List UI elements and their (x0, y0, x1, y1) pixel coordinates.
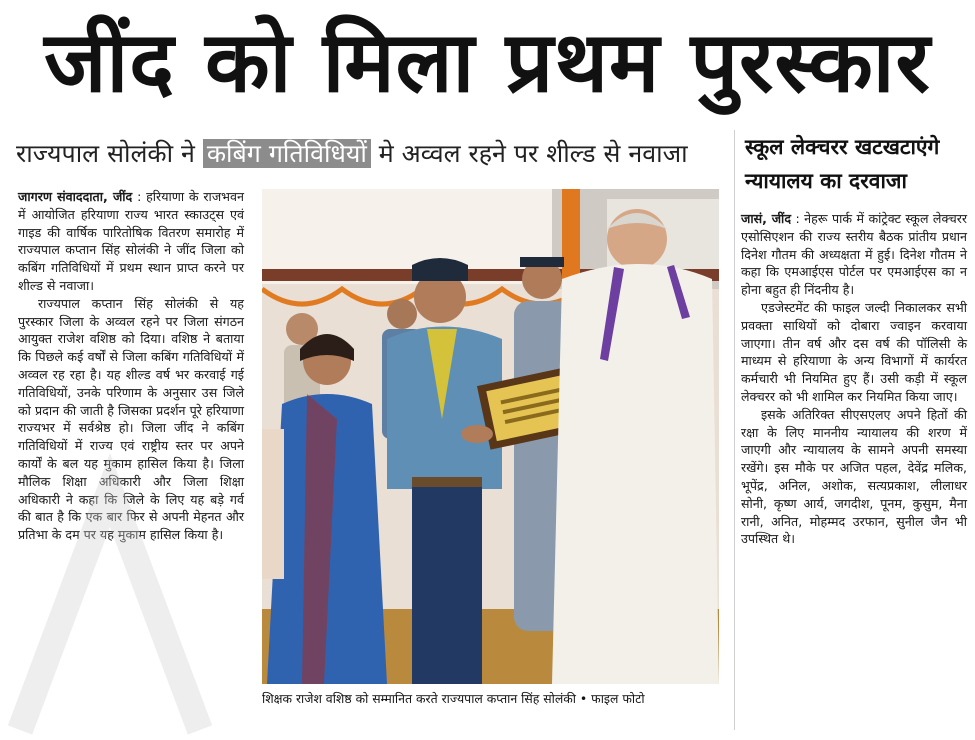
side-story-body (741, 210, 967, 548)
subheadline-rest: मे अव्वल रहने पर शील्ड से नवाजा (370, 139, 688, 168)
side-story-paragraph-2: एडजेस्टमेंट की फाइल जल्दी निकालकर सभी प्रवक्ता साथियों को दोबारा ज्वाइन करवाया जाएगा। तीन वर्ष और दस वर्ष की पॉलिसी के माध्यम से हरियाणा के अन्य विभागों में कार्यरत कर्मचारी भी नियमित हुए हैं। उसी कड़ी में स्कूल लेक्चरर को भी शामिल कर नियमित किया जाए। (741, 299, 967, 404)
side-story-paragraph-1 (741, 210, 967, 299)
column-divider (734, 130, 735, 730)
side-story-paragraph-3: इसके अतिरिक्त सीएसएलए अपने हितों की रक्षा के लिए माननीय न्यायालय की शरण में जाएगी और न्यायालय के सामने अपनी समस्या रखेंगे। इस मौके पर अजित पहल, देवेंद्र मलिक, भूपेंद्र, अनिल, अशोक, सत्यप्रकाश, लीलाधर सोनी, कृष्ण आर्य, जगदीश, पूनम, कुसुम, मैना रानी, अनित, मोहम्मद उरफान, सुनील जैन भी उपस्थित थे। (741, 406, 967, 547)
subheadline-highlight: कबिंग गतिविधियों (203, 139, 371, 168)
main-story-paragraph-2: राज्यपाल कप्तान सिंह सोलंकी से यह पुरस्कार जिला के अव्वल रहने पर जिला संगठन आयुक्त राजेश वशिष्ठ को दिया। वशिष्ठ ने बताया कि पिछले कई वर्षों से जिला कबिंग गतिविधियों में अव्वल रह रहा है। यह शील्ड वर्ष भर करवाई गई गतिविधियों, उनके परिणाम के अनुसार उस जिले को प्रदान की जाती है जिसका प्रदर्शन पूरे हरियाणा राज्यभर में सर्वश्रेष्ठ हो। जिला जींद ने कबिंग गतिविधियों में राज्य एवं राष्ट्रीय स्तर पर अपने कार्यों के बल यह मुकाम हासिल किया है। जिला मौलिक शिक्षा अधिकारी और जिला शिक्षा अधिकारी ने कहा कि जिले के लिए यह बड़े गर्व की बात है कि एक बार फिर से अपनी मेहनत और प्रतिभा के दम पर यह मुकाम हासिल किया है। (18, 295, 244, 543)
subheadline-lead: राज्यपाल सोलंकी ने (16, 139, 203, 168)
headline: जींद को मिला प्रथम पुरस्कार (44, 13, 931, 111)
side-story-paragraph-1-text: : नेहरू पार्क में कांट्रेक्ट स्कूल लेक्चरर एसोसिएशन की राज्य स्तरीय बैठक प्रांतीय प्रधान दिनेश गौतम की अध्यक्षता में हुई। दिनेश गौतम ने कहा कि एमआईएस पोर्टल पर एमआईएस का न होना बहुत ही निंदनीय है। (741, 211, 967, 298)
side-story-dateline: जासं, जींद (741, 211, 792, 226)
award-ceremony-photo (262, 189, 719, 684)
main-story-paragraph-1 (18, 188, 244, 295)
subheadline (16, 133, 688, 175)
side-story-title: स्कूल लेक्चरर खटखटाएंगे न्यायालय का दरवाजा (745, 135, 940, 193)
main-story-body (18, 188, 244, 544)
main-story-dateline: जागरण संवाददाता, जींद (18, 189, 133, 204)
photo-caption: शिक्षक राजेश वशिष्ठ को सम्मानित करते राज्यपाल कप्तान सिंह सोलंकी • फाइल फोटो (262, 691, 645, 706)
main-story-paragraph-1-text: : हरियाणा के राजभवन में आयोजित हरियाणा राज्य भारत स्काउट्स एवं गाइड की वार्षिक पारितोषिक वितरण समारोह में राज्यपाल कप्तान सिंह सोलंकी ने जींद जिला को कबिंग गतिविधियों में प्रथम स्थान प्राप्त करने पर शील्ड से नवाजा। (18, 189, 245, 293)
